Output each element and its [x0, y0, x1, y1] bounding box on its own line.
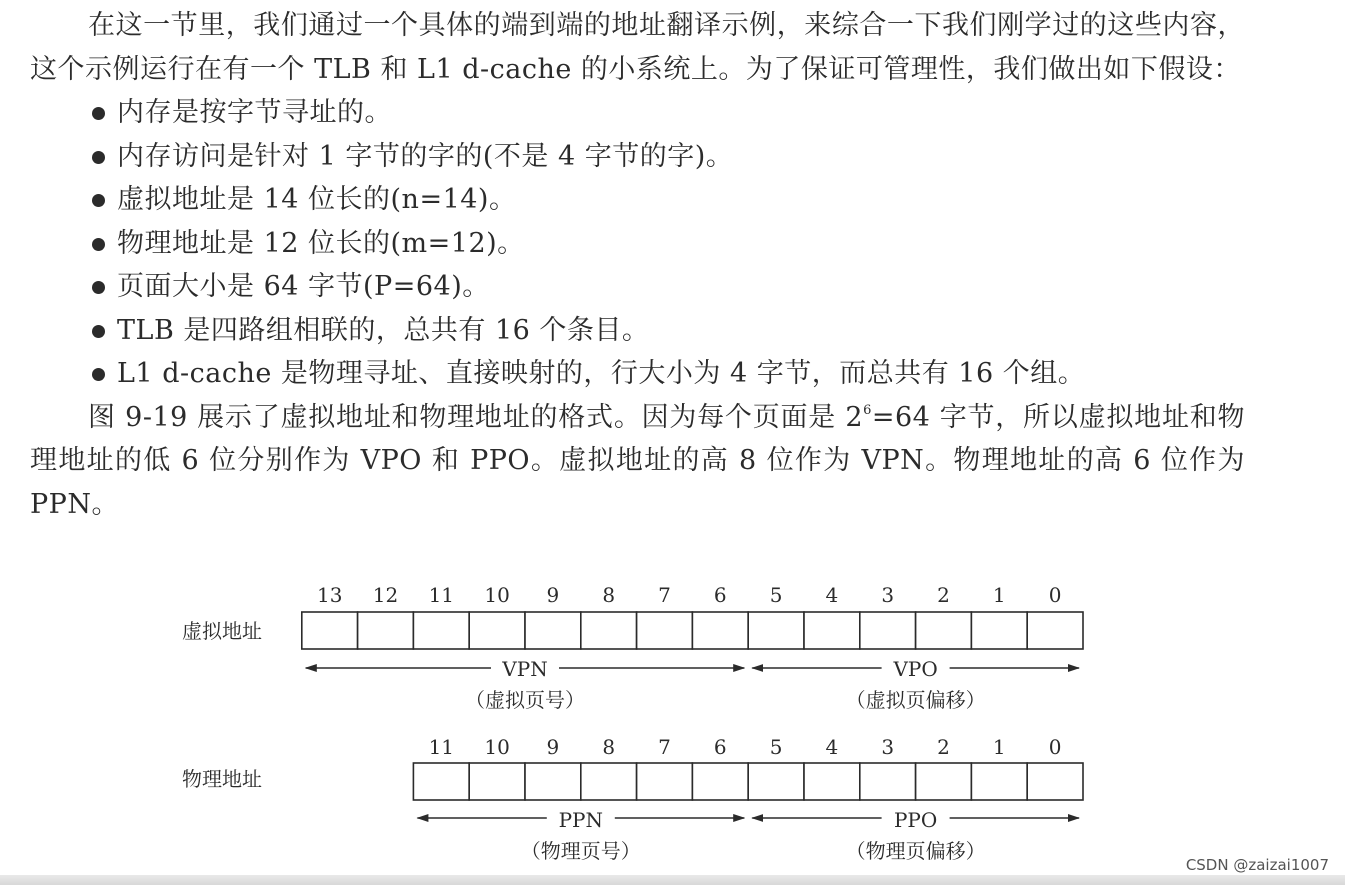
- assumption-item: 虚拟地址是 14 位长的(n=14)。: [90, 178, 1245, 222]
- bit-cell: [1027, 763, 1083, 800]
- bit-number: 6: [713, 583, 727, 607]
- physical-address-label: 物理地址: [182, 767, 262, 791]
- bit-number: 11: [428, 583, 455, 607]
- bit-cell: [469, 612, 525, 649]
- bit-number: 5: [769, 735, 783, 759]
- physical-bit-numbers: [429, 735, 1062, 759]
- bit-number: 0: [1048, 583, 1062, 607]
- bit-cell: [916, 763, 972, 800]
- assumption-item: TLB 是四路组相联的，总共有 16 个条目。: [90, 309, 1245, 353]
- bit-cell: [581, 763, 637, 800]
- bit-cell: [748, 763, 804, 800]
- bit-number: 3: [881, 735, 895, 759]
- bit-cell: [413, 763, 469, 800]
- bit-cell: [413, 612, 469, 649]
- field-name: PPO: [893, 808, 938, 832]
- watermark: CSDN @zaizai1007: [1185, 856, 1329, 874]
- assumption-item: 内存是按字节寻址的。: [90, 91, 1245, 135]
- field-name: VPN: [502, 657, 548, 681]
- field-description: （虚拟页偏移）: [845, 688, 986, 712]
- field-name: PPN: [558, 808, 604, 832]
- bit-number: 4: [825, 735, 839, 759]
- virtual-fields: [306, 657, 1079, 712]
- bit-number: 13: [316, 583, 343, 607]
- bit-number: 9: [546, 735, 560, 759]
- bit-cell: [525, 763, 581, 800]
- figure-text-start: 图 9-19 展示了虚拟地址和物理地址的格式。因为每个页面是 2: [88, 401, 864, 433]
- bit-number: 10: [484, 583, 510, 607]
- field-description: （虚拟页号）: [465, 688, 585, 712]
- bit-number: 2: [937, 583, 950, 607]
- bottom-strip: [0, 875, 1345, 885]
- figure-text-end: =64 字节，所以虚拟地址和物理地址的低 6 位分别作为 VPO 和 PPO。虚拟地址的高 8 位作为 VPN。物理地址的高 6 位作为 PPN。: [30, 401, 1245, 520]
- assumption-item: 物理地址是 12 位长的(m=12)。: [90, 222, 1245, 266]
- bit-number: 9: [546, 583, 560, 607]
- bit-cell: [302, 612, 358, 649]
- bit-cell: [971, 763, 1027, 800]
- bit-number: 7: [658, 583, 671, 607]
- bit-cell: [525, 612, 581, 649]
- bit-number: 5: [769, 583, 783, 607]
- virtual-bit-numbers: [317, 583, 1061, 607]
- bit-cell: [804, 763, 860, 800]
- bit-cell: [692, 763, 748, 800]
- bit-cell: [581, 612, 637, 649]
- bit-number: 8: [602, 583, 616, 607]
- bit-number: 4: [825, 583, 839, 607]
- bit-cell: [971, 612, 1027, 649]
- bit-number: 7: [658, 735, 671, 759]
- bit-cell: [804, 612, 860, 649]
- bit-cell: [748, 612, 804, 649]
- bit-number: 10: [484, 735, 510, 759]
- bit-number: 0: [1048, 735, 1062, 759]
- bit-cell: [637, 612, 693, 649]
- bit-cell: [692, 612, 748, 649]
- bit-cell: [358, 612, 414, 649]
- virtual-bit-cells: [302, 612, 1083, 649]
- assumption-item: L1 d-cache 是物理寻址、直接映射的，行大小为 4 字节，而总共有 16 个组。: [90, 352, 1245, 396]
- bit-number: 11: [428, 735, 455, 759]
- bit-number: 1: [992, 735, 1006, 759]
- physical-fields: [417, 808, 1079, 863]
- bit-number: 3: [881, 583, 895, 607]
- bit-cell: [860, 612, 916, 649]
- bit-number: 12: [372, 583, 399, 607]
- bit-number: 8: [602, 735, 616, 759]
- assumption-item: 页面大小是 64 字节(P=64)。: [90, 265, 1245, 309]
- field-name: VPO: [893, 657, 938, 681]
- bit-cell: [637, 763, 693, 800]
- bit-cell: [860, 763, 916, 800]
- field-description: （物理页号）: [520, 839, 641, 863]
- assumption-item: 内存访问是针对 1 字节的字的(不是 4 字节的字)。: [90, 135, 1245, 179]
- exponent: 6: [863, 402, 872, 418]
- bit-number: 6: [713, 735, 727, 759]
- intro-paragraph: 在这一节里，我们通过一个具体的端到端的地址翻译示例，来综合一下我们刚学过的这些内容，这个示例运行在有一个 TLB 和 L1 d-cache 的小系统上。为了保证可管理性，我们做出如下假设：: [30, 10, 1245, 85]
- physical-bit-cells: [413, 763, 1083, 800]
- bit-cell: [469, 763, 525, 800]
- bit-cell: [1027, 612, 1083, 649]
- virtual-address-label: 虚拟地址: [182, 619, 262, 643]
- bit-number: 2: [937, 735, 950, 759]
- field-description: （物理页偏移）: [845, 839, 986, 863]
- bit-cell: [916, 612, 972, 649]
- bit-number: 1: [992, 583, 1006, 607]
